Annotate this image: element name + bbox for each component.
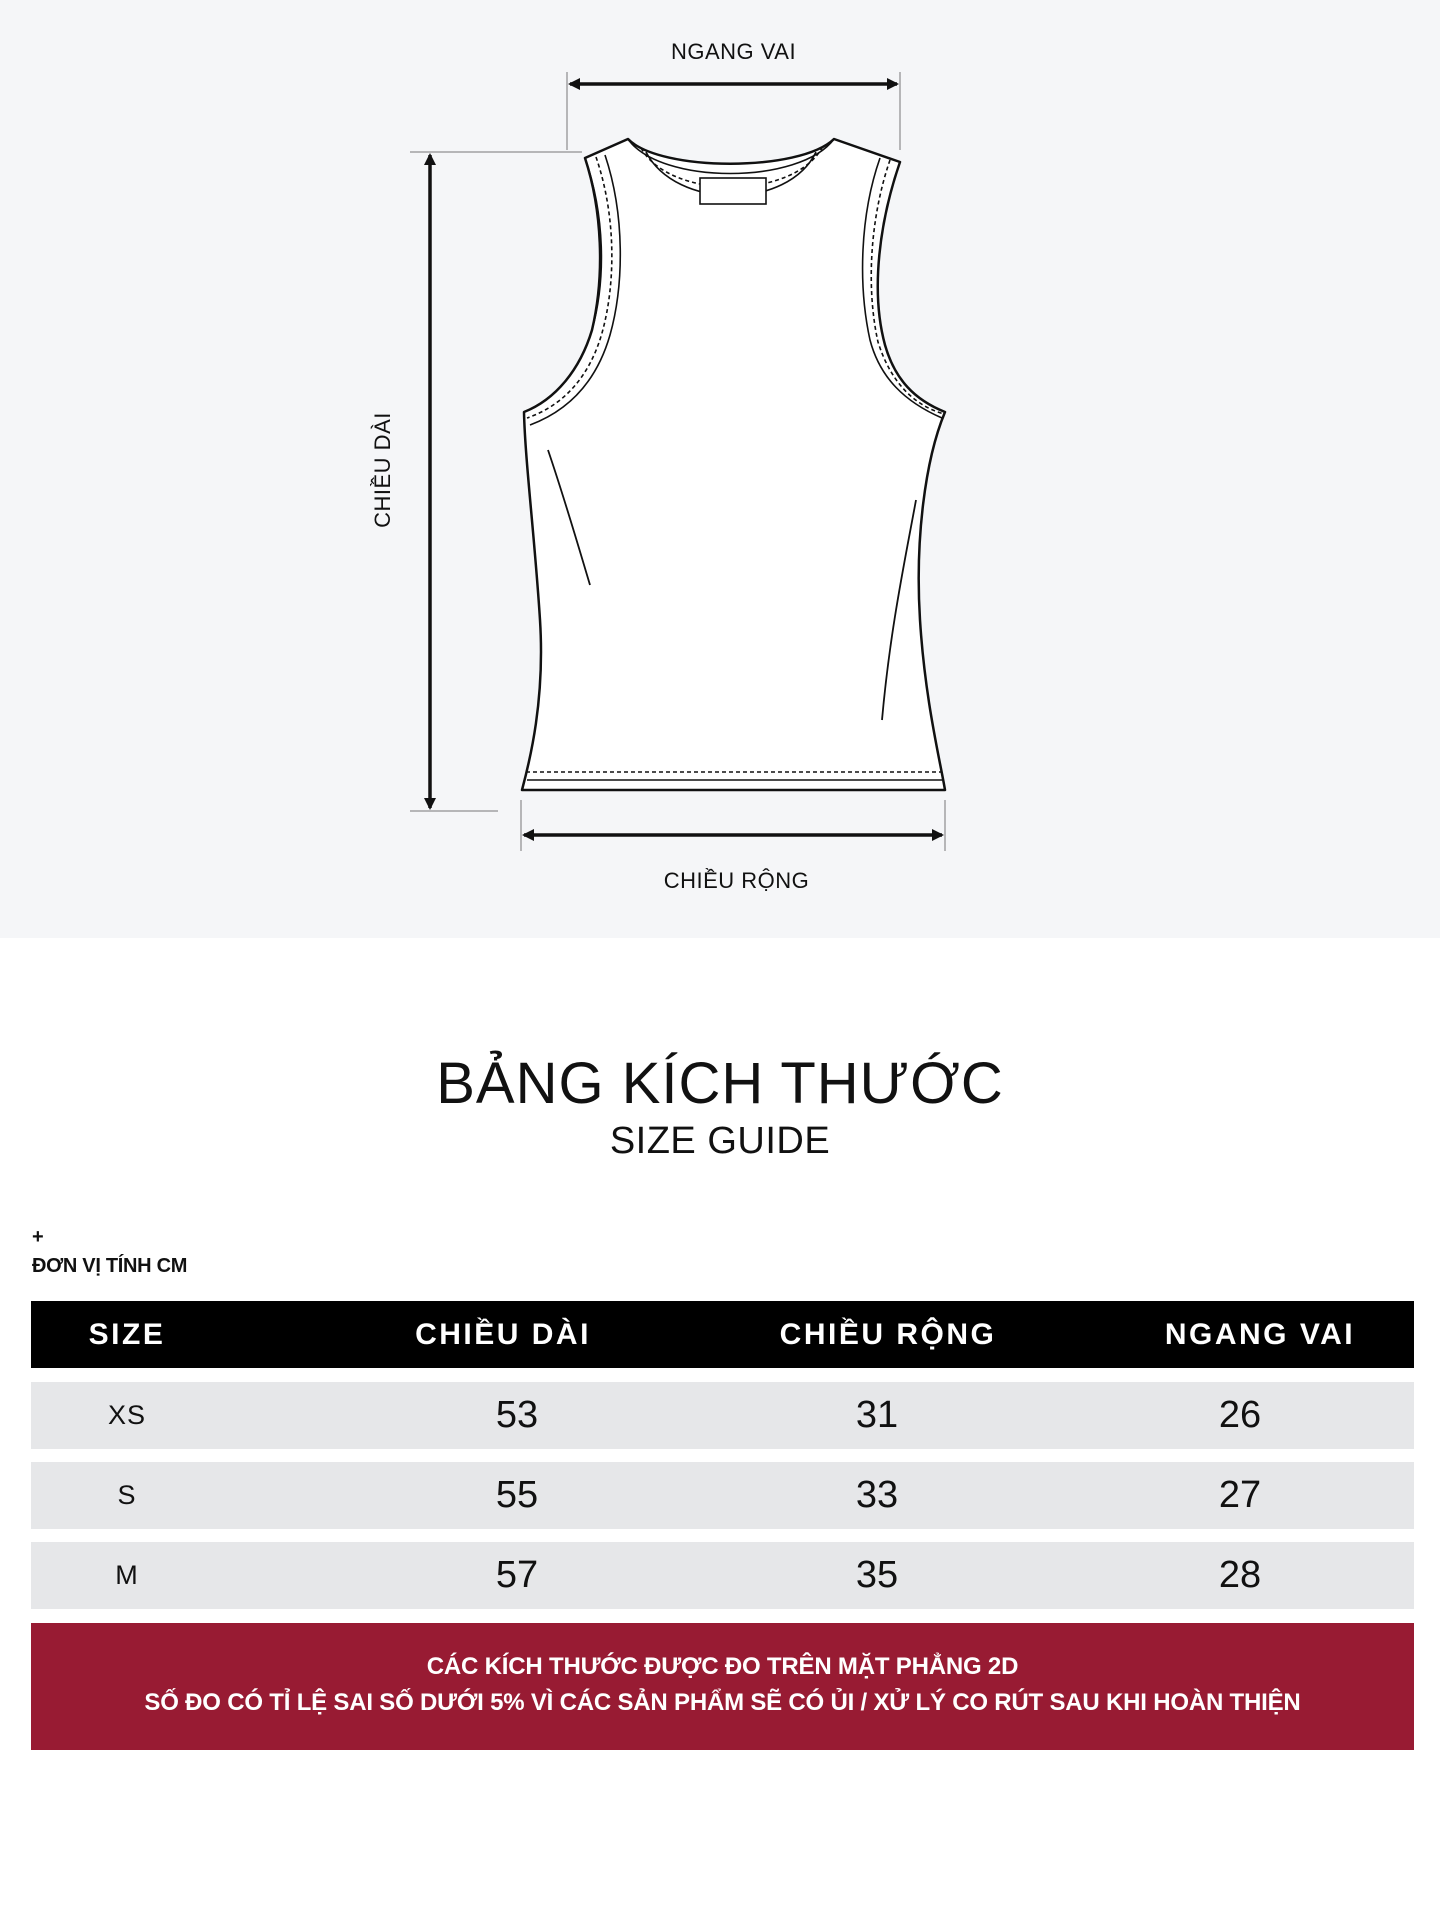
table-row <box>31 1382 1414 1449</box>
row-size: M <box>115 1560 139 1590</box>
note-line-1: CÁC KÍCH THƯỚC ĐƯỢC ĐO TRÊN MẶT PHẲNG 2D <box>426 1653 1019 1680</box>
garment-diagram-panel <box>0 0 1440 938</box>
row-width: 33 <box>855 1474 899 1516</box>
row-length: 55 <box>495 1474 539 1516</box>
row-shoulder: 26 <box>1218 1394 1262 1436</box>
row-size: S <box>117 1480 137 1510</box>
length-label: CHIỀU DÀI <box>370 412 395 528</box>
row-size: XS <box>107 1400 147 1430</box>
table-row <box>31 1462 1414 1529</box>
size-table-header <box>31 1301 1414 1368</box>
measurement-note <box>31 1623 1414 1750</box>
tank-top-body <box>522 139 945 790</box>
row-width: 35 <box>855 1554 899 1596</box>
note-line-2: SỐ ĐO CÓ TỈ LỆ SAI SỐ DƯỚI 5% VÌ CÁC SẢN PHẨM SẼ CÓ ỦI / XỬ LÝ CO RÚT SAU KHI HOÀN THIỆN <box>144 1689 1301 1716</box>
width-label: CHIỀU RỘNG <box>663 868 810 893</box>
shoulder-label: NGANG VAI <box>670 39 797 64</box>
header-size: SIZE <box>88 1318 166 1351</box>
row-shoulder: 28 <box>1218 1554 1262 1596</box>
plus-icon: + <box>32 1226 44 1248</box>
header-width: CHIỀU RỘNG <box>779 1318 997 1351</box>
header-shoulder: NGANG VAI <box>1164 1318 1356 1351</box>
table-row <box>31 1542 1414 1609</box>
row-length: 57 <box>495 1554 539 1596</box>
row-length: 53 <box>495 1394 539 1436</box>
row-width: 31 <box>855 1394 899 1436</box>
row-shoulder: 27 <box>1218 1474 1262 1516</box>
page-title: BẢNG KÍCH THƯỚC <box>436 1051 1004 1116</box>
unit-label: ĐƠN VỊ TÍNH CM <box>32 1255 188 1277</box>
page-subtitle: SIZE GUIDE <box>609 1120 831 1162</box>
tank-top-outline-icon <box>0 0 1440 938</box>
header-length: CHIỀU DÀI <box>415 1318 591 1351</box>
